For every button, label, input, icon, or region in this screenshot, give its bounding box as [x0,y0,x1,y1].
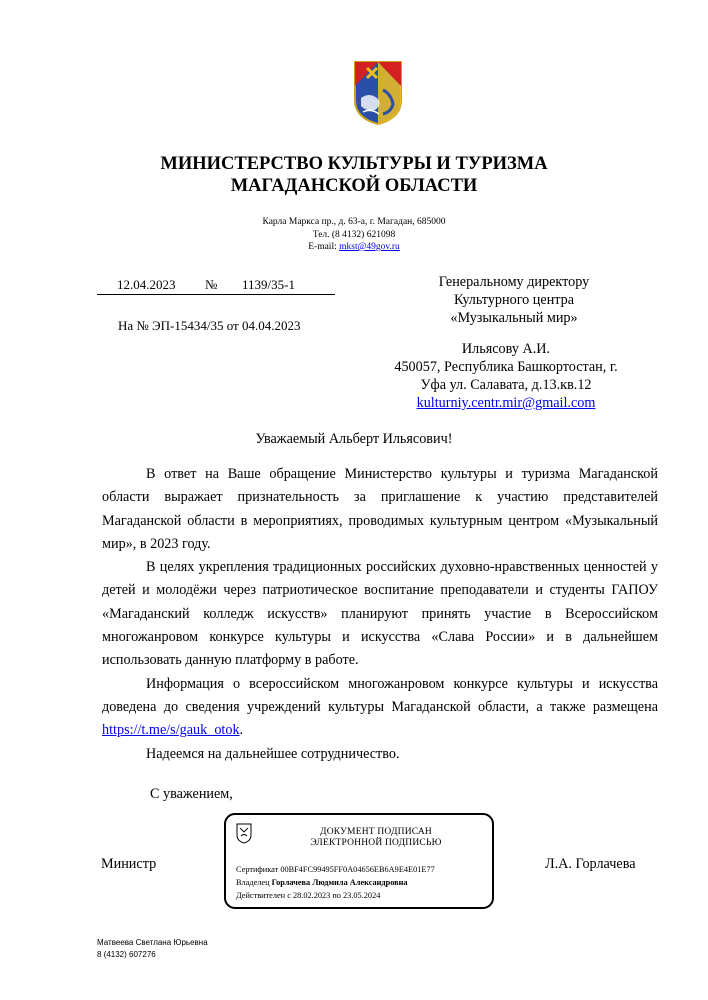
recipient-addr1: 450057, Республика Башкортостан, г. [394,359,618,375]
recipient-name: Ильясову А.И. [461,341,551,357]
paragraph-3-end: . [239,722,244,739]
letter-date: 12.04.2023 [117,277,176,292]
coat-of-arms-emblem [353,60,403,126]
reference-number: На № ЭП-15434/35 от 04.04.2023 [118,318,301,333]
stamp-details [236,863,435,902]
valid-label: Действителен [236,891,286,900]
stamp-title2: ЭЛЕКТРОННОЙ ПОДПИСЬЮ [310,838,442,848]
recipient-line3: «Музыкальный мир» [450,310,578,326]
recipient-line2: Культурного центра [453,292,575,308]
paragraph-4: Надеемся на дальнейшее сотрудничество. [146,745,400,762]
number-sign: № [205,277,218,292]
stamp-header [266,827,486,849]
registration-line [97,277,335,295]
recipient-address [376,340,636,412]
signer-position: Министр [101,856,157,872]
executor-phone: 8 (4132) 607276 [97,949,156,959]
cert-value: 00BF4FC99495FF0A04656EB6A9E4E01E77 [280,865,435,874]
letter-body [102,463,658,766]
greeting: Уважаемый Альберт Ильясович! [255,431,453,447]
paragraph-3-text: Информация о всероссийском многожанровом конкурсе культуры и искусства доведена до сведения учреждений культуры Магаданской области, а также размещена [102,675,658,715]
ministry-title-line2: МАГАДАНСКОЙ ОБЛАСТИ [230,176,478,196]
paragraph-3 [102,673,658,743]
stamp-title1: ДОКУМЕНТ ПОДПИСАН [320,827,432,837]
recipient-email-link[interactable]: kulturniy.centr.mir@gmail.com [416,395,596,411]
valid-value: с 28.02.2023 по 23.05.2024 [287,891,381,900]
owner-value: Горлачева Людмила Александровна [271,878,408,887]
recipient-title [404,273,624,327]
paragraph-2: В целях укрепления традиционных российских духовно-нравственных ценностей у детей и молодёжи через патриотическое воспитание преподаватели и студенты ГАПОУ «Магаданский колледж искусств» планируют принять участие в Всероссийском многожанровом конкурсе культуры и искусства «Слава России» и в дальнейшем использовать данную платформу в работе. [102,559,658,669]
recipient-addr2: Уфа ул. Салавата, д.13.кв.12 [420,377,592,393]
ministry-address: Карла Маркса пр., д. 63-а, г. Магадан, 685000 [262,217,446,227]
paragraph-1: В ответ на Ваше обращение Министерство культуры и туризма Магаданской области выражает признательность за приглашение к участию представителей Магаданской области в мероприятиях, проводимых культурным центром «Музыкальный мир», в 2023 году. [102,466,658,552]
executor-name: Матвеева Светлана Юрьевна [97,938,208,947]
telegram-link[interactable]: https://t.me/s/gauk_otok [102,722,240,739]
ministry-email-link[interactable]: mkst@49gov.ru [339,242,400,252]
cert-label: Сертификат [236,865,279,874]
ministry-title-line1: МИНИСТЕРСТВО КУЛЬТУРЫ И ТУРИЗМА [160,154,548,174]
signer-name: Л.А. Горлачева [545,856,636,872]
recipient-line1: Генеральному директору [438,274,590,290]
stamp-emblem-icon [236,823,252,844]
closing: С уважением, [150,786,233,802]
ministry-email-line [0,241,708,254]
letter-number: 1139/35-1 [242,277,295,292]
email-label: E-mail: [308,242,340,252]
ministry-phone: Тел. (8 4132) 621098 [312,229,396,240]
owner-label: Владелец [236,878,270,887]
executor-info [97,937,208,960]
electronic-signature-stamp [224,813,494,909]
